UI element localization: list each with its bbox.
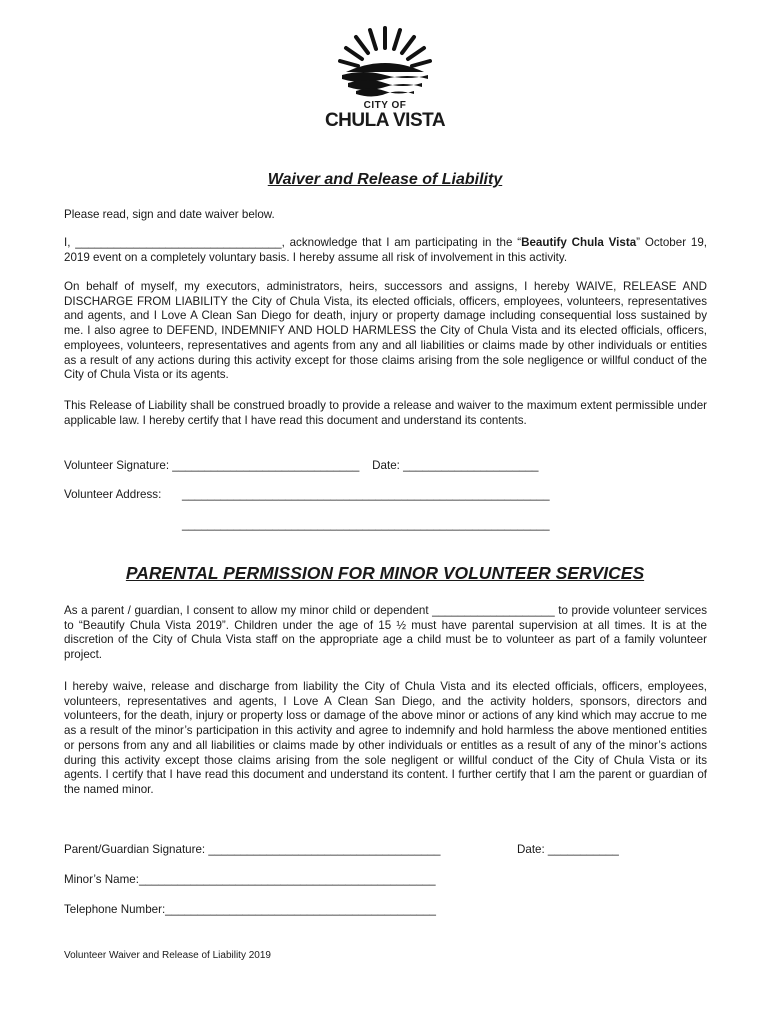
scope-paragraph: This Release of Liability shall be construed broadly to provide a release and waiver to the maximum extent permissible under applicable law. I hereby certify that I have read this document and understand its contents. <box>64 399 707 427</box>
guardian-date-line[interactable]: Date: ___________ <box>517 843 619 856</box>
acknowledgement-paragraph <box>64 236 707 265</box>
volunteer-address-label: Volunteer Address: <box>64 488 162 501</box>
release-paragraph: On behalf of myself, my executors, administrators, heirs, successors and assigns, I hereby WAIVE, RELEASE AND DISCHARGE FROM LIABILITY the City of Chula Vista, its elected officials, officers, employees, volunteers, representatives and agents, and I Love A Clean San Diego for death, injury or property damage including consequential loss sustained by me. I also agree to DEFEND, INDEMNIFY AND HOLD HARMLESS the City of Chula Vista and its elected officials, officers, employees, volunteers, representatives and agents from any and all liabilities or claims made by other individuals or entities as a result of any actions during this activity except for those claims arising from the sole negligence or willful conduct of the City of Chula Vista or its agents. <box>64 280 707 382</box>
waiver-title: Waiver and Release of Liability <box>267 171 503 188</box>
sun-logo-icon <box>338 26 432 98</box>
ack-prefix: I, ________________________________, acknowledge that I am participating in the “ <box>64 236 522 249</box>
logo-city-name: CHULA VISTA <box>324 110 446 131</box>
volunteer-signature-line[interactable]: Volunteer Signature: _____________________________ Date: _____________________ <box>64 459 539 472</box>
guardian-signature-line[interactable]: Parent/Guardian Signature: ____________________________________ <box>64 843 441 856</box>
city-logo <box>310 26 460 136</box>
instructions: Please read, sign and date waiver below. <box>64 208 275 221</box>
parental-waiver-paragraph: I hereby waive, release and discharge from liability the City of Chula Vista and its elected officials, officers, employees, volunteers, representatives and agents, I Love A Clean San Diego, and the activity holders, sponsors, directors and volunteers, for the death, injury or property loss or damage of the above minor or actions of any kind which may accrue to me as a result of the minor’s participation in this activity and agree to indemnify and hold harmless the above mentioned entities or persons from any and all liabilities or claims made by other individuals or entitles as a result of any of the minor’s actions during this activity except those claims arising from the sole negligent or willful conduct of the City of Chula Vista or its agents. I certify that I have read this document and understand its content. I further certify that I am the parent or guardian of the named minor. <box>64 680 707 796</box>
minor-name-line[interactable]: Minor’s Name:______________________________________________ <box>64 873 436 886</box>
volunteer-address-line-2[interactable]: _________________________________________________________ <box>182 518 550 531</box>
telephone-line[interactable]: Telephone Number:__________________________________________ <box>64 903 436 916</box>
parental-permission-title: PARENTAL PERMISSION FOR MINOR VOLUNTEER SERVICES <box>125 563 645 583</box>
volunteer-address-line-1[interactable]: _________________________________________________________ <box>182 488 550 501</box>
ack-suffix: ” October 19, 2019 event on a completely voluntary basis. I hereby assume all risk of involvement in this activity. <box>64 236 707 264</box>
event-name: Beautify Chula Vista <box>521 236 637 249</box>
logo-city-of: CITY OF <box>363 100 407 111</box>
consent-paragraph: As a parent / guardian, I consent to allow my minor child or dependent ___________________ to provide volunteer services to “Beautify Chula Vista 2019”. Children under the age of 15 ½ must have parental supervision at all times. It is at the discretion of the City of Chula Vista staff on the appropriate age a child must be to volunteer as part of a family volunteer project. <box>64 604 707 662</box>
footer: Volunteer Waiver and Release of Liability 2019 <box>64 950 271 961</box>
